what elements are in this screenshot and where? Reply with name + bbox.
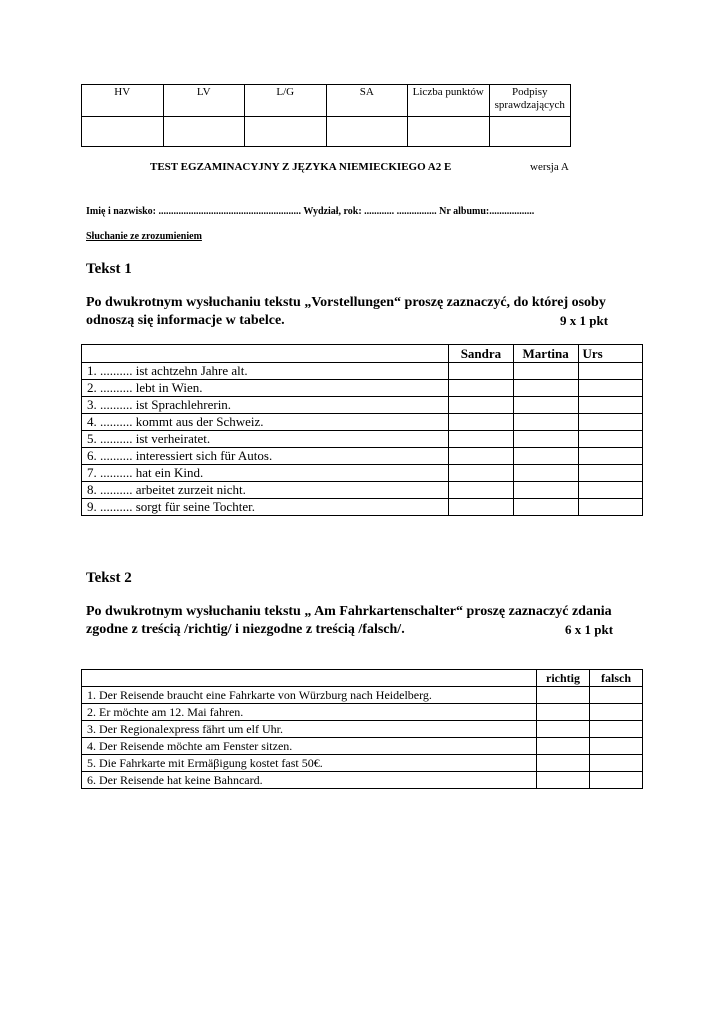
score-cell[interactable] (163, 117, 245, 147)
tekst1-row (82, 431, 643, 448)
tekst2-answer-cell[interactable] (537, 687, 590, 704)
tekst1-header-blank (82, 345, 449, 363)
tekst2-heading: Tekst 2 (86, 570, 132, 586)
tekst1-answer-cell[interactable] (578, 499, 642, 516)
score-header-points: Liczba punktów (408, 85, 490, 117)
tekst1-points: 9 x 1 pkt (560, 313, 609, 328)
tekst1-col-sandra: Sandra (449, 345, 514, 363)
tekst2-answer-cell[interactable] (590, 755, 643, 772)
score-header-lv: LV (163, 85, 245, 117)
tekst2-answer-cell[interactable] (537, 755, 590, 772)
tekst1-statement: 8. .......... arbeitet zurzeit nicht. (82, 482, 449, 499)
tekst1-heading: Tekst 1 (86, 261, 132, 277)
tekst1-row (82, 414, 643, 431)
test-variant: wersja A (530, 161, 569, 173)
tekst1-table (81, 344, 643, 516)
score-cell[interactable] (489, 117, 571, 147)
tekst2-col-falsch: falsch (590, 670, 643, 687)
tekst1-row (82, 448, 643, 465)
tekst2-row (82, 704, 643, 721)
score-cell[interactable] (82, 117, 164, 147)
tekst1-answer-cell[interactable] (578, 482, 642, 499)
tekst1-answer-cell[interactable] (513, 482, 578, 499)
tekst1-answer-cell[interactable] (578, 363, 642, 380)
tekst1-statement: 6. .......... interessiert sich für Autos. (82, 448, 449, 465)
tekst1-statement: 3. .......... ist Sprachlehrerin. (82, 397, 449, 414)
tekst1-col-martina: Martina (513, 345, 578, 363)
tekst1-answer-cell[interactable] (578, 397, 642, 414)
tekst1-answer-cell[interactable] (449, 465, 514, 482)
tekst1-statement: 9. .......... sorgt für seine Tochter. (82, 499, 449, 516)
tekst1-answer-cell[interactable] (578, 414, 642, 431)
tekst1-answer-cell[interactable] (449, 482, 514, 499)
tekst2-answer-cell[interactable] (590, 721, 643, 738)
student-fields: Imię i nazwisko: ......................................................... Wydział, rok: ............ ................ Nr albumu:.................. (86, 206, 535, 217)
score-cell[interactable] (326, 117, 408, 147)
tekst1-answer-cell[interactable] (578, 380, 642, 397)
tekst1-answer-cell[interactable] (513, 380, 578, 397)
tekst2-statement: 4. Der Reisende möchte am Fenster sitzen. (82, 738, 537, 755)
tekst1-answer-cell[interactable] (513, 363, 578, 380)
tekst2-statement: 6. Der Reisende hat keine Bahncard. (82, 772, 537, 789)
tekst1-statement: 7. .......... hat ein Kind. (82, 465, 449, 482)
tekst2-answer-cell[interactable] (537, 704, 590, 721)
score-header-lg: L/G (245, 85, 327, 117)
tekst1-statement: 4. .......... kommt aus der Schweiz. (82, 414, 449, 431)
tekst1-statement: 5. .......... ist verheiratet. (82, 431, 449, 448)
tekst2-statement: 2. Er möchte am 12. Mai fahren. (82, 704, 537, 721)
score-cell[interactable] (408, 117, 490, 147)
tekst2-row (82, 772, 643, 789)
tekst1-answer-cell[interactable] (449, 499, 514, 516)
score-header-signatures: Podpisy sprawdzających (489, 85, 571, 117)
score-table (81, 84, 571, 147)
tekst2-points: 6 x 1 pkt (565, 622, 614, 637)
tekst1-row (82, 465, 643, 482)
tekst2-col-richtig: richtig (537, 670, 590, 687)
tekst2-statement: 1. Der Reisende braucht eine Fahrkarte von Würzburg nach Heidelberg. (82, 687, 537, 704)
score-header-sa: SA (326, 85, 408, 117)
tekst1-col-urs: Urs (578, 345, 642, 363)
tekst2-row (82, 687, 643, 704)
tekst1-row (82, 363, 643, 380)
tekst1-row (82, 482, 643, 499)
tekst1-row (82, 499, 643, 516)
tekst1-statement: 2. .......... lebt in Wien. (82, 380, 449, 397)
tekst1-statement: 1. .......... ist achtzehn Jahre alt. (82, 363, 449, 380)
tekst2-instruction: Po dwukrotnym wysłuchaniu tekstu „ Am Fahrkartenschalter“ proszę zaznaczyć zdania zgodne z treścią /richtig/ i niezgodne z treścią /falsch/. (86, 604, 612, 637)
tekst1-answer-cell[interactable] (449, 380, 514, 397)
tekst2-answer-cell[interactable] (590, 738, 643, 755)
tekst2-statement: 5. Die Fahrkarte mit Ermäβigung kostet fast 50€. (82, 755, 537, 772)
section-title: Słuchanie ze zrozumieniem (86, 231, 202, 242)
tekst1-answer-cell[interactable] (449, 397, 514, 414)
tekst1-answer-cell[interactable] (513, 431, 578, 448)
tekst1-answer-cell[interactable] (513, 397, 578, 414)
tekst1-row (82, 380, 643, 397)
tekst1-answer-cell[interactable] (578, 448, 642, 465)
tekst2-header-blank (82, 670, 537, 687)
tekst1-answer-cell[interactable] (449, 448, 514, 465)
tekst2-row (82, 721, 643, 738)
tekst1-answer-cell[interactable] (513, 465, 578, 482)
score-header-hv: HV (82, 85, 164, 117)
tekst2-statement: 3. Der Regionalexpress fährt um elf Uhr. (82, 721, 537, 738)
tekst1-answer-cell[interactable] (578, 465, 642, 482)
tekst1-answer-cell[interactable] (513, 448, 578, 465)
tekst2-answer-cell[interactable] (537, 772, 590, 789)
tekst1-answer-cell[interactable] (578, 431, 642, 448)
tekst2-answer-cell[interactable] (537, 721, 590, 738)
score-cell[interactable] (245, 117, 327, 147)
tekst2-row (82, 755, 643, 772)
tekst2-row (82, 738, 643, 755)
tekst2-answer-cell[interactable] (590, 704, 643, 721)
tekst2-table (81, 669, 643, 789)
tekst1-row (82, 397, 643, 414)
tekst1-answer-cell[interactable] (449, 431, 514, 448)
tekst1-answer-cell[interactable] (513, 414, 578, 431)
tekst2-answer-cell[interactable] (590, 687, 643, 704)
tekst1-answer-cell[interactable] (449, 363, 514, 380)
tekst1-answer-cell[interactable] (513, 499, 578, 516)
tekst2-answer-cell[interactable] (590, 772, 643, 789)
tekst1-instruction: Po dwukrotnym wysłuchaniu tekstu „Vorstellungen“ proszę zaznaczyć, do której osoby odnoszą się informacje w tabelce. (86, 295, 606, 328)
tekst2-answer-cell[interactable] (537, 738, 590, 755)
tekst1-answer-cell[interactable] (449, 414, 514, 431)
test-title: TEST EGZAMINACYJNY Z JĘZYKA NIEMIECKIEGO A2 E (150, 161, 452, 173)
